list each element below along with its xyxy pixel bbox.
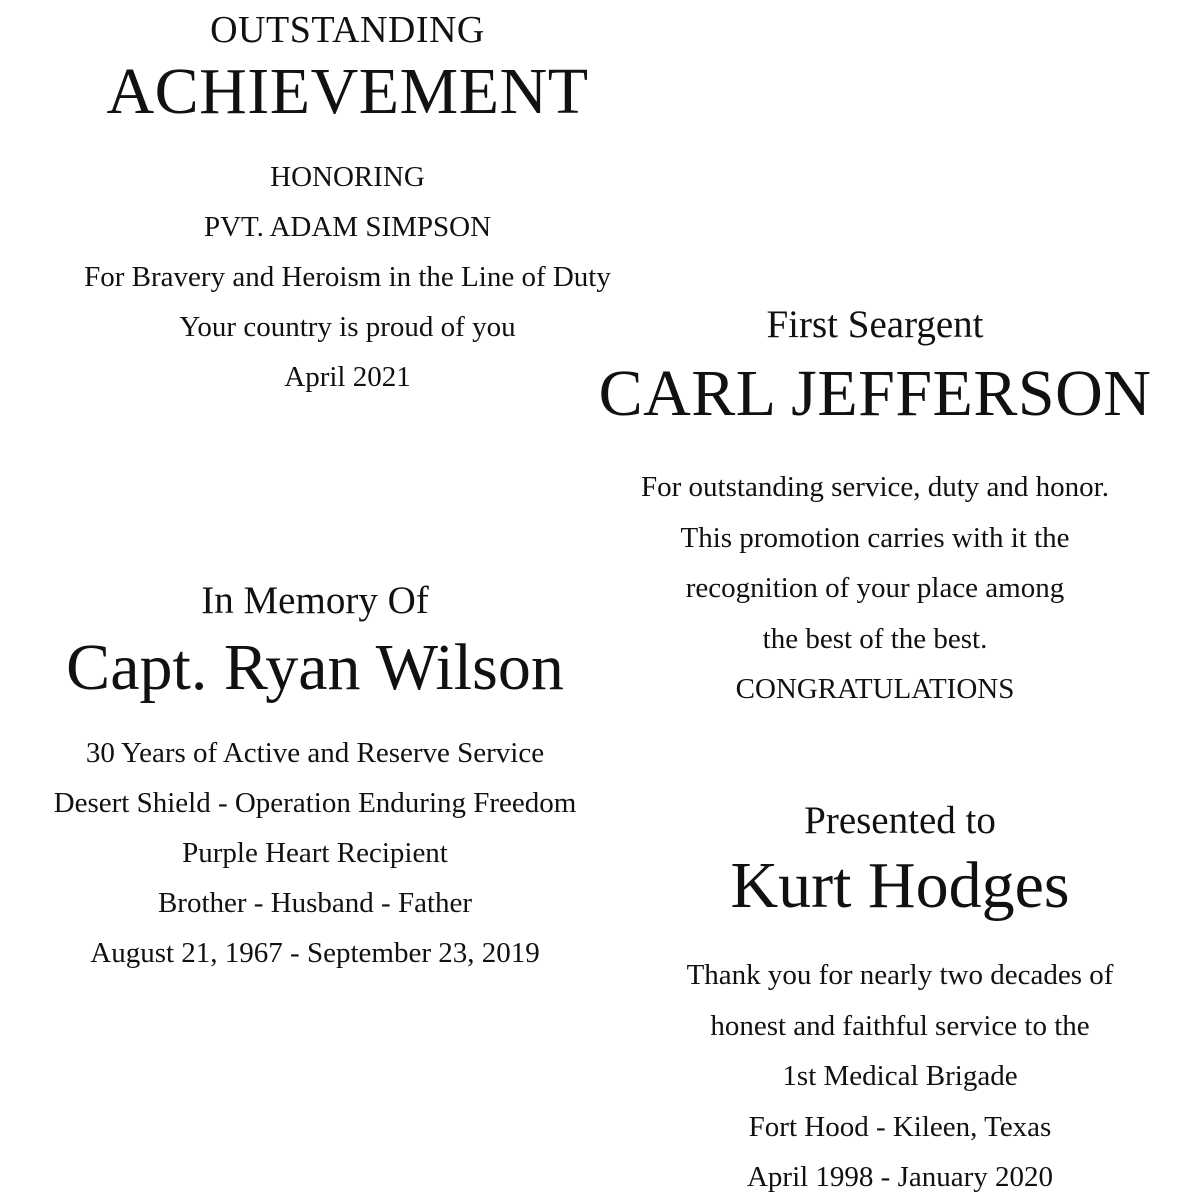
plaque-heading: OUTSTANDING — [210, 9, 485, 51]
plaque-line: HONORING — [270, 161, 425, 193]
plaque-line: the best of the best. — [762, 622, 988, 655]
plaque-line: For outstanding service, duty and honor. — [641, 471, 1109, 503]
plaque-in-memory-of — [0, 578, 630, 978]
plaque-heading: Presented to — [804, 799, 996, 842]
plaque-line: 30 Years of Active and Reserve Service — [85, 737, 545, 769]
plaque-line: 1st Medical Brigade — [782, 1060, 1018, 1092]
plaque-name: ACHIEVEMENT — [106, 55, 589, 128]
plaque-line: August 21, 1967 - September 23, 2019 — [90, 937, 540, 969]
plaque-line: April 2021 — [284, 361, 411, 393]
plaque-heading: First Seargent — [766, 303, 984, 346]
plaque-heading: In Memory Of — [201, 579, 429, 622]
plaque-name: Kurt Hodges — [730, 849, 1070, 922]
plaque-line: Fort Hood - Kileen, Texas — [748, 1110, 1052, 1143]
plaque-line: recognition of your place among — [685, 572, 1065, 604]
plaque-line: Desert Shield - Operation Enduring Freedom — [53, 787, 577, 819]
plaque-line: Your country is proud of you — [179, 311, 516, 343]
plaque-line: Thank you for nearly two decades of — [686, 959, 1114, 991]
plaque-body — [0, 728, 630, 978]
plaque-body — [600, 950, 1200, 1203]
plaque-presented-to — [600, 798, 1200, 1203]
plaque-line: honest and faithful service to the — [710, 1009, 1090, 1042]
plaque-first-seargent — [575, 302, 1175, 715]
plaque-line: Brother - Husband - Father — [157, 887, 473, 919]
plaque-body — [575, 462, 1175, 715]
plaque-line: CONGRATULATIONS — [735, 673, 1015, 705]
plaque-line: For Bravery and Heroism in the Line of Duty — [84, 261, 611, 293]
plaque-name: CARL JEFFERSON — [598, 357, 1152, 430]
plaque-line: PVT. ADAM SIMPSON — [203, 211, 492, 243]
plaque-line: April 1998 - January 2020 — [746, 1161, 1054, 1193]
plaque-line: Purple Heart Recipient — [182, 837, 448, 869]
plaque-line: This promotion carries with it the — [680, 521, 1070, 554]
plaque-name: Capt. Ryan Wilson — [66, 631, 564, 704]
